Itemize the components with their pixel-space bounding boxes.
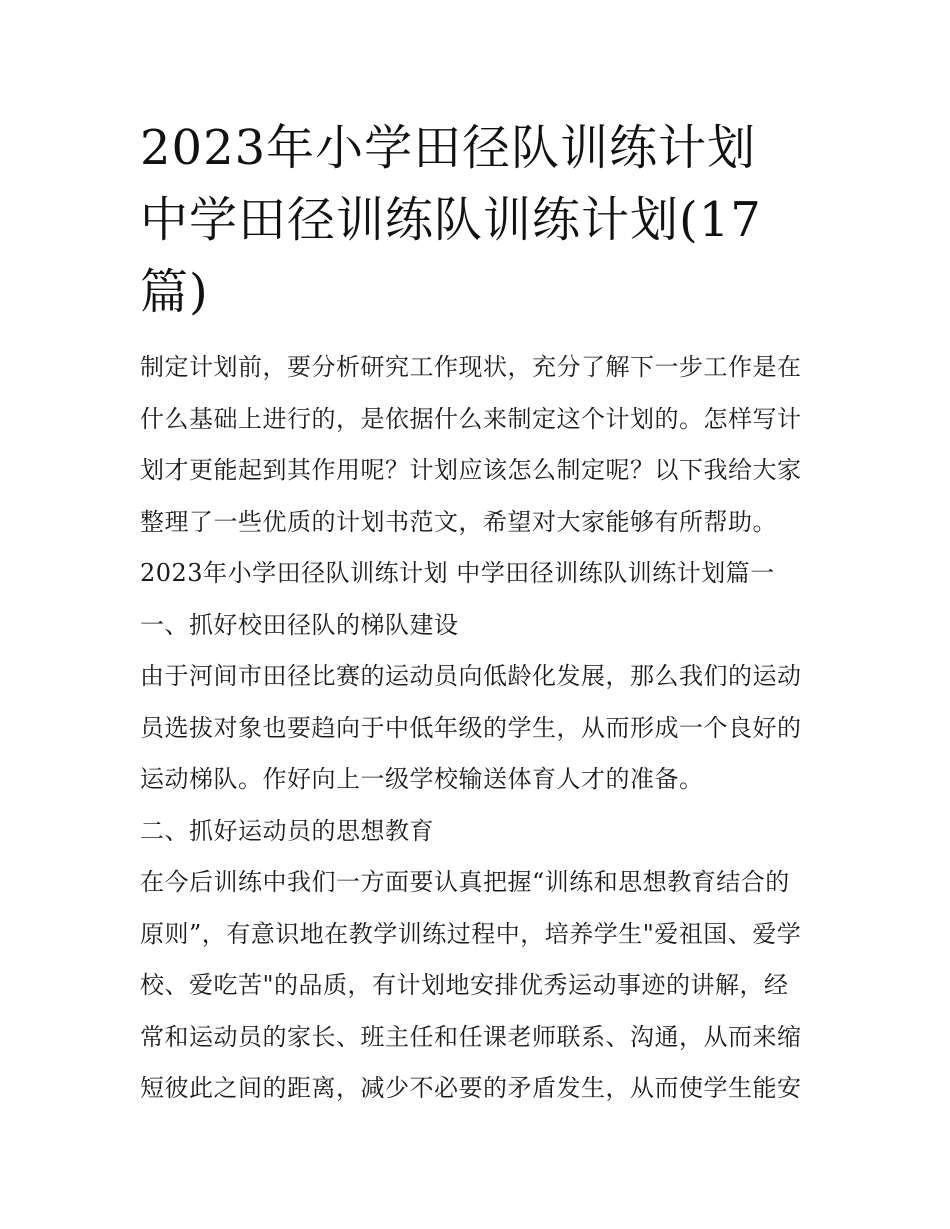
text-line: 由于河间市田径比赛的运动员向低龄化发展，那么我们的运动: [140, 662, 802, 690]
text-line: 原则”，有意识地在教学训练过程中，培养学生"爱祖国、爱学: [140, 919, 802, 948]
body-paragraph: [140, 651, 820, 806]
text-line: 2023年小学田径队训练计划 中学田径训练队训练计划篇一: [140, 559, 775, 587]
text-line: 整理了一些优质的计划书范文，希望对大家能够有所帮助。: [140, 507, 777, 536]
text-line: 短彼此之间的距离，减少不必要的矛盾发生，从而使学生能安: [140, 1074, 802, 1102]
text-line: 员选拔对象也要趋向于中低年级的学生，从而形成一个良好的: [140, 713, 802, 742]
text-line: 二、抓好运动员的思想教育: [140, 816, 434, 845]
text-line: 运动梯队。作好向上一级学校输送体育人才的准备。: [140, 765, 704, 793]
text-line: 常和运动员的家长、班主任和任课老师联系、沟通，从而来缩: [140, 1022, 802, 1051]
subsection-heading: [140, 806, 820, 858]
text-line: 什么基础上进行的，是依据什么来制定这个计划的。怎样写计: [140, 404, 802, 433]
intro-paragraph: [140, 342, 820, 548]
title-line-1: 2023年小学田径队训练计划: [140, 120, 757, 176]
text-line: 在今后训练中我们一方面要认真把握“训练和思想教育结合的: [140, 868, 790, 896]
text-line: 划才更能起到其作用呢？计划应该怎么制定呢？以下我给大家: [140, 456, 802, 484]
text-line: 一、抓好校田径队的梯队建设: [140, 610, 459, 639]
document-page: [140, 112, 820, 1115]
section-heading: [140, 548, 820, 600]
title-line-2: 中学田径训练队训练计划(17: [140, 192, 762, 248]
document-title: [140, 112, 820, 328]
body-paragraph: [140, 857, 820, 1115]
subsection-heading: [140, 600, 820, 652]
text-line: 校、爱吃苦"的品质，有计划地安排优秀运动事迹的讲解，经: [140, 971, 789, 999]
document-body: [140, 342, 820, 1115]
text-line: 制定计划前，要分析研究工作现状，充分了解下一步工作是在: [140, 353, 802, 381]
title-line-3: 篇): [140, 264, 209, 320]
